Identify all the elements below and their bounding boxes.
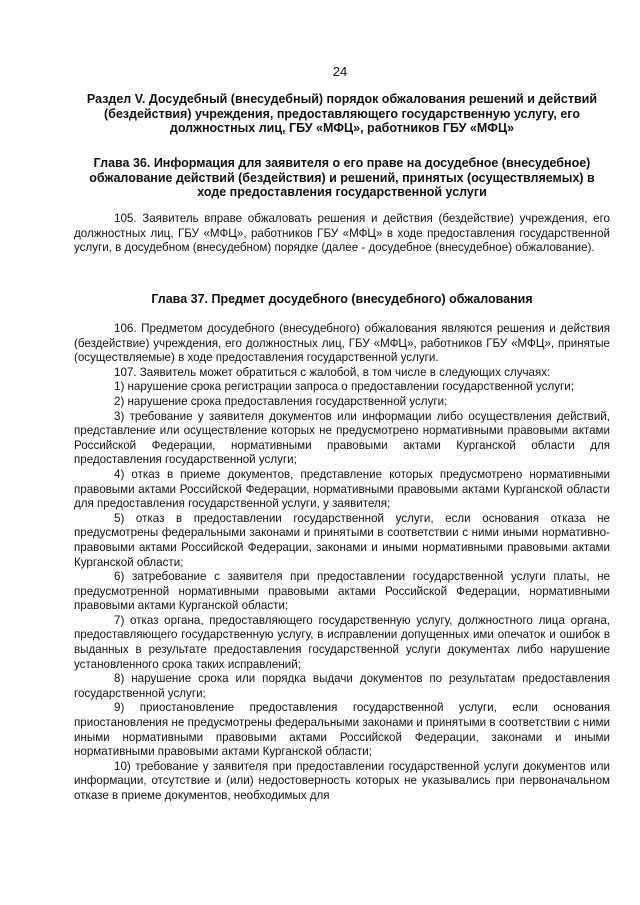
list-item: 2) нарушение срока предоставления государственной услуги;	[114, 394, 448, 408]
list-item: 4) отказ в приеме документов, представление которых предусмотрено нормативными правовыми актами Российской Федерации, нормативными правовыми актами Курганской области для предоставления государственной услуги, у заявителя;	[74, 467, 610, 511]
list-item: 6) затребование с заявителя при предоставлении государственной услуги платы, не предусмотренной нормативными правовыми актами Российской Федерации, нормативными правовыми актами Курганской области;	[74, 570, 610, 613]
list-item: 3) требование у заявителя документов или информации либо осуществления действий, представление или осуществление которых не предусмотрено нормативными правовыми актами Российской Федерации, нормативными правовыми актами Курганской области для предоставления государственной услуги;	[74, 409, 610, 467]
paragraph-107: 107. Заявитель может обратиться с жалобой, в том числе в следующих случаях:	[114, 365, 551, 379]
list-item: 1) нарушение срока регистрации запроса о предоставлении государственной услуги;	[114, 380, 574, 394]
list-item: 7) отказ органа, предоставляющего государственную услугу, должностного лица органа, предоставляющего государственную услугу, в исправлении допущенных ими опечаток и ошибок в выданных в результате предоставления государственной услуги документах либо нарушение установленного срока таких исправлений;	[74, 613, 610, 671]
list-item: 8) нарушение срока или порядка выдачи документов по результатам предоставления государственной услуги;	[74, 672, 610, 700]
paragraph-105-block	[74, 212, 610, 256]
list-item: 9) приостановление предоставления государственной услуги, если основания приостановления не предусмотрены федеральными законами и принятыми в соответствии с ними иными нормативными правовыми актами Российской Федерации, законами и иными нормативными правовыми актами Курганской области;	[74, 701, 610, 759]
chapter-36-title: Глава 36. Информация для заявителя о его праве на досудебное (внесудебное) обжалование действий (бездействия) и решений, принятых (осуществляемых) в ходе предоставления государственной услуги	[89, 156, 595, 199]
paragraph-105: 105. Заявитель вправе обжаловать решения и действия (бездействие) учреждения, его должностных лиц, ГБУ «МФЦ», работников ГБУ «МФЦ» в ходе предоставления государственной услуги, в досудебном (внесудебном) порядке (далее - досудебное (внесудебное) обжалование).	[74, 212, 610, 255]
chapter-37-title: Глава 37. Предмет досудебного (внесудебного) обжалования	[151, 292, 533, 306]
paragraph-106: 106. Предметом досудебного (внесудебного) обжалования являются решения и действия (бездействие) учреждения, его должностных лиц, ГБУ «МФЦ», работников ГБУ «МФЦ», принятые (осуществляемые) в ходе предоставления государственной услуги.	[74, 322, 610, 365]
list-item: 10) требование у заявителя при предоставлении государственной услуги документов или информации, отсутствие и (или) недостоверность которых не указывались при первоначальном отказе в приеме документов, необходимых для	[74, 759, 610, 802]
page-number: 24	[332, 64, 348, 79]
section-title: Раздел V. Досудебный (внесудебный) порядок обжалования решений и действий (бездействия) учреждения, предоставляющего государственную услугу, его должностных лиц, ГБУ «МФЦ», работников ГБУ «МФЦ»	[86, 92, 598, 135]
paragraph-106-block	[74, 322, 610, 804]
list-item: 5) отказ в предоставлении государственной услуги, если основания отказа не предусмотрены федеральными законами и принятыми в соответствии с ними иными нормативно-правовыми актами Российской Федерации, законами и иными нормативными правовыми актами Курганской области;	[74, 511, 610, 569]
